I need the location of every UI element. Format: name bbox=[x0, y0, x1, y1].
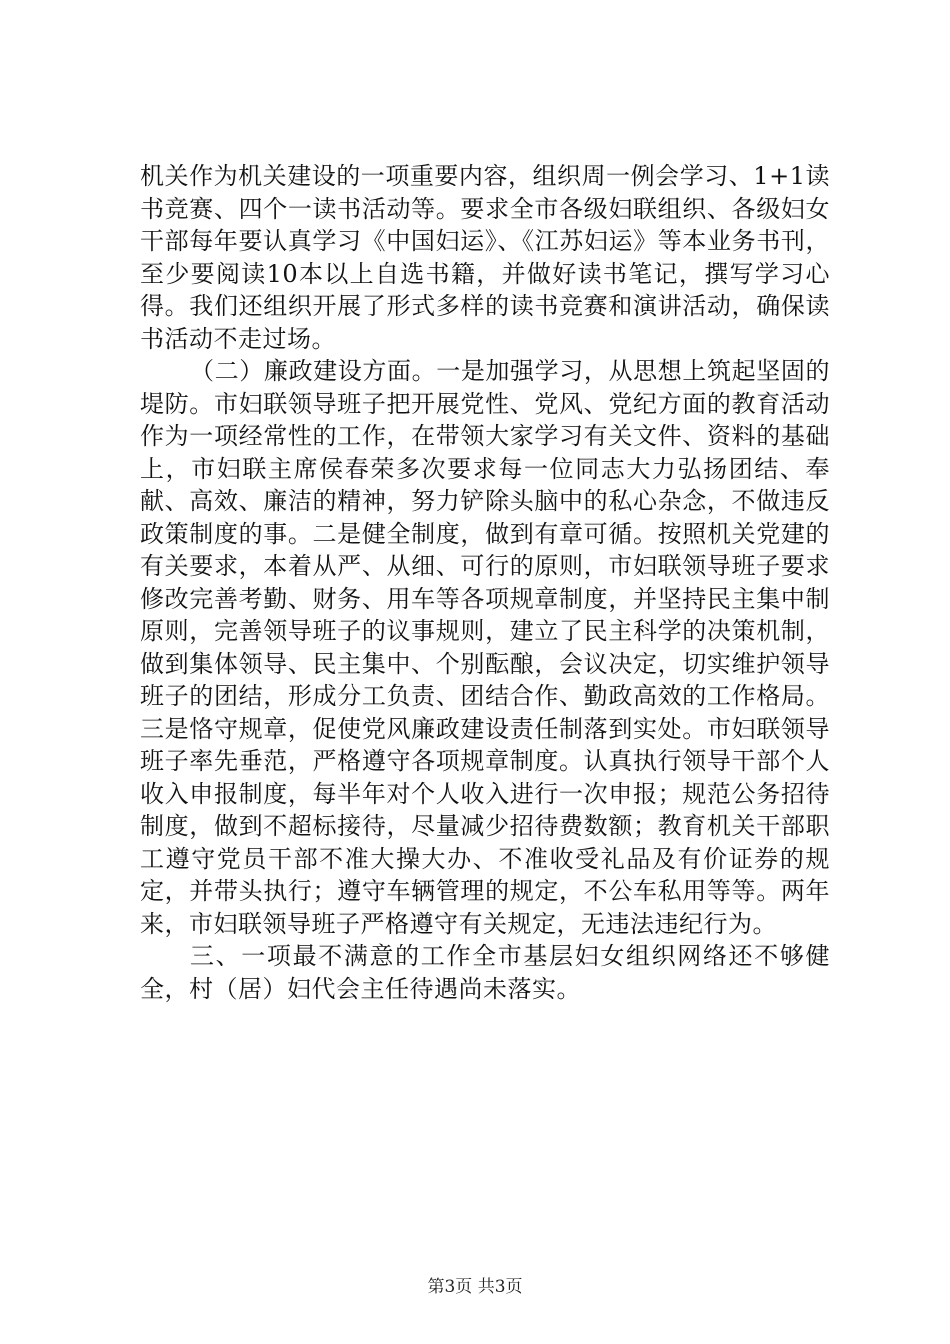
page-footer: 第3页 共3页 bbox=[427, 1277, 523, 1297]
paragraph-least-satisfactory-work: 三、一项最不满意的工作全市基层妇女组织网络还不够健全，村（居）妇代会主任待遇尚未落实。 bbox=[140, 942, 830, 1003]
paragraph-continuation: 机关作为机关建设的一项重要内容，组织周一例会学习、1+1读书竞赛、四个一读书活动等。要求全市各级妇联组织、各级妇女干部每年要认真学习《中国妇运》、《江苏妇运》等本业务书刊，至少要阅读10本以上自选书籍，并做好读书笔记，撰写学习心得。我们还组织开展了形式多样的读书竞赛和演讲活动，确保读书活动不走过场。 bbox=[140, 162, 830, 353]
paragraph-integrity-building: （二）廉政建设方面。一是加强学习，从思想上筑起坚固的堤防。市妇联领导班子把开展党性、党风、党纪方面的教育活动作为一项经常性的工作，在带领大家学习有关文件、资料的基础上，市妇联主席侯春荣多次要求每一位同志大力弘扬团结、奉献、高效、廉洁的精神，努力铲除头脑中的私心杂念，不做违反政策制度的事。二是健全制度，做到有章可循。按照机关党建的有关要求，本着从严、从细、可行的原则，市妇联领导班子要求修改完善考勤、财务、用车等各项规章制度，并坚持民主集中制原则，完善领导班子的议事规则，建立了民主科学的决策机制，做到集体领导、民主集中、个别酝酿，会议决定，切实维护领导班子的团结，形成分工负责、团结合作、勤政高效的工作格局。三是恪守规章，促使党风廉政建设责任制落到实处。市妇联领导班子率先垂范，严格遵守各项规章制度。认真执行领导干部个人收入申报制度，每半年对个人收入进行一次申报；规范公务招待制度，做到不超标接待，尽量减少招待费数额；教育机关干部职工遵守党员干部不准大操大办、不准收受礼品及有价证券的规定，并带头执行；遵守车辆管理的规定，不公车私用等等。两年来，市妇联领导班子严格遵守有关规定，无违法违纪行为。 bbox=[140, 357, 830, 938]
document-body bbox=[140, 160, 830, 1005]
